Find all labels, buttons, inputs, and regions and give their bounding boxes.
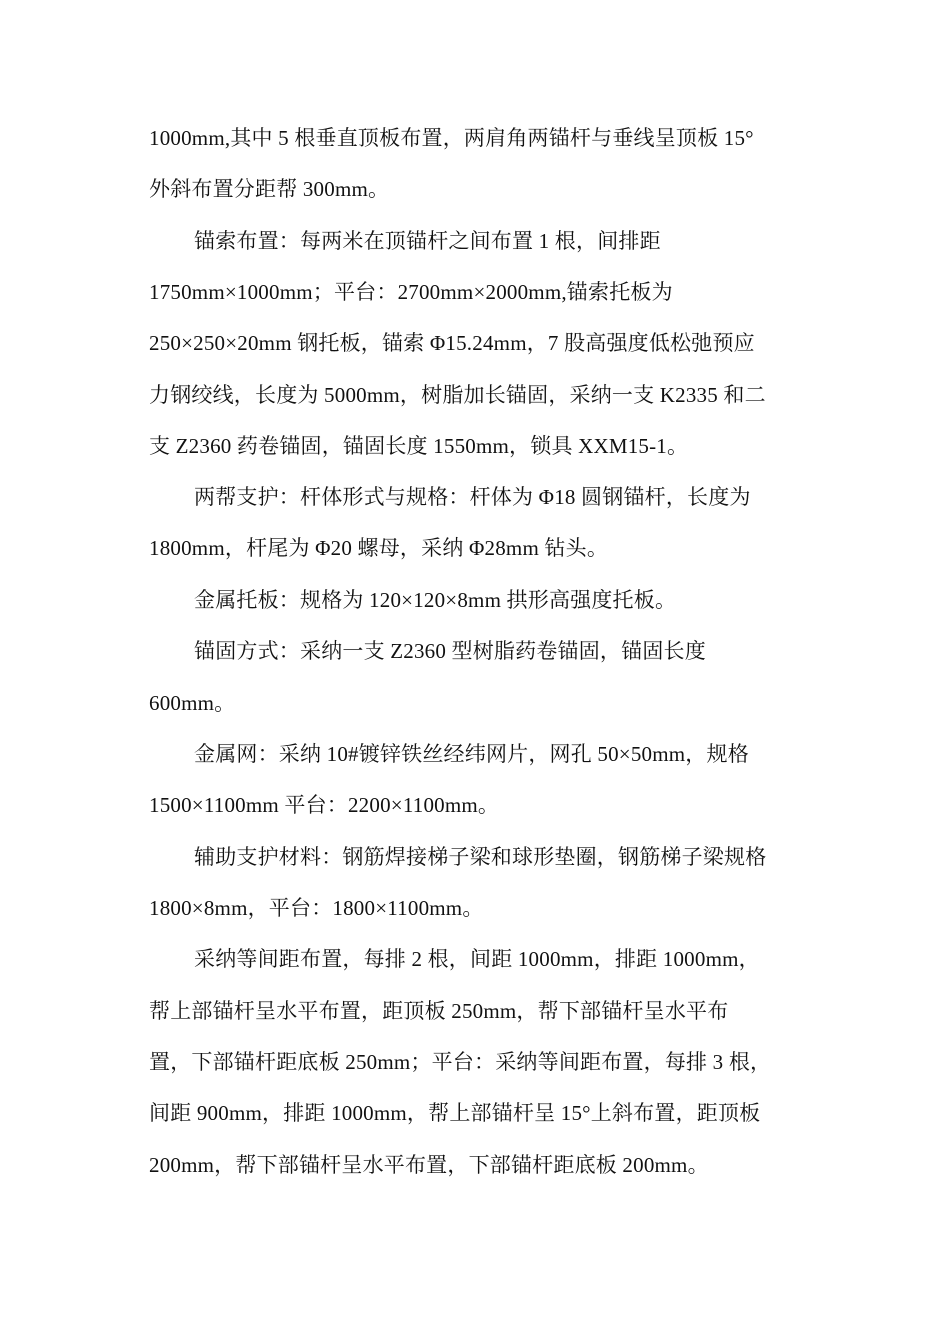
text-line: 1800×8mm，平台：1800×1100mm。 xyxy=(149,896,484,920)
text-line: 1750mm×1000mm；平台：2700mm×2000mm,锚索托板为 xyxy=(149,280,673,304)
text-line: 金属网：采纳 10#镀锌铁丝经纬网片，网孔 50×50mm，规格 xyxy=(194,742,749,766)
text-line: 帮上部锚杆呈水平布置，距顶板 250mm，帮下部锚杆呈水平布 xyxy=(149,999,729,1023)
text-line: 外斜布置分距帮 300mm。 xyxy=(149,177,390,201)
text-line: 支 Z2360 药卷锚固，锚固长度 1550mm，锁具 XXM15-1。 xyxy=(149,434,689,458)
text-line: 1800mm，杆尾为 Φ20 螺母，采纳 Φ28mm 钻头。 xyxy=(149,536,609,560)
text-line: 金属托板：规格为 120×120×8mm 拱形高强度托板。 xyxy=(194,588,677,612)
text-line: 1000mm,其中 5 根垂直顶板布置，两肩角两锚杆与垂线呈顶板 15° xyxy=(149,126,754,150)
text-line: 锚索布置：每两米在顶锚杆之间布置 1 根，间排距 xyxy=(194,229,661,253)
text-line: 600mm。 xyxy=(149,691,236,715)
text-line: 置，下部锚杆距底板 250mm；平台：采纳等间距布置，每排 3 根， xyxy=(149,1050,772,1074)
text-line: 250×250×20mm 钢托板，锚索 Φ15.24mm，7 股高强度低松弛预应 xyxy=(149,331,755,355)
text-line: 1500×1100mm 平台：2200×1100mm。 xyxy=(149,793,500,817)
text-line: 锚固方式：采纳一支 Z2360 型树脂药卷锚固，锚固长度 xyxy=(194,639,706,663)
text-line: 200mm，帮下部锚杆呈水平布置，下部锚杆距底板 200mm。 xyxy=(149,1153,709,1177)
text-line: 采纳等间距布置，每排 2 根，间距 1000mm，排距 1000mm， xyxy=(194,947,760,971)
text-line: 力钢绞线，长度为 5000mm，树脂加长锚固，采纳一支 K2335 和二 xyxy=(149,383,766,407)
text-line: 两帮支护：杆体形式与规格：杆体为 Φ18 圆钢锚杆，长度为 xyxy=(194,485,751,509)
text-line: 间距 900mm，排距 1000mm，帮上部锚杆呈 15°上斜布置，距顶板 xyxy=(149,1101,761,1125)
text-line: 辅助支护材料：钢筋焊接梯子梁和球形垫圈，钢筋梯子梁规格 xyxy=(194,845,767,869)
